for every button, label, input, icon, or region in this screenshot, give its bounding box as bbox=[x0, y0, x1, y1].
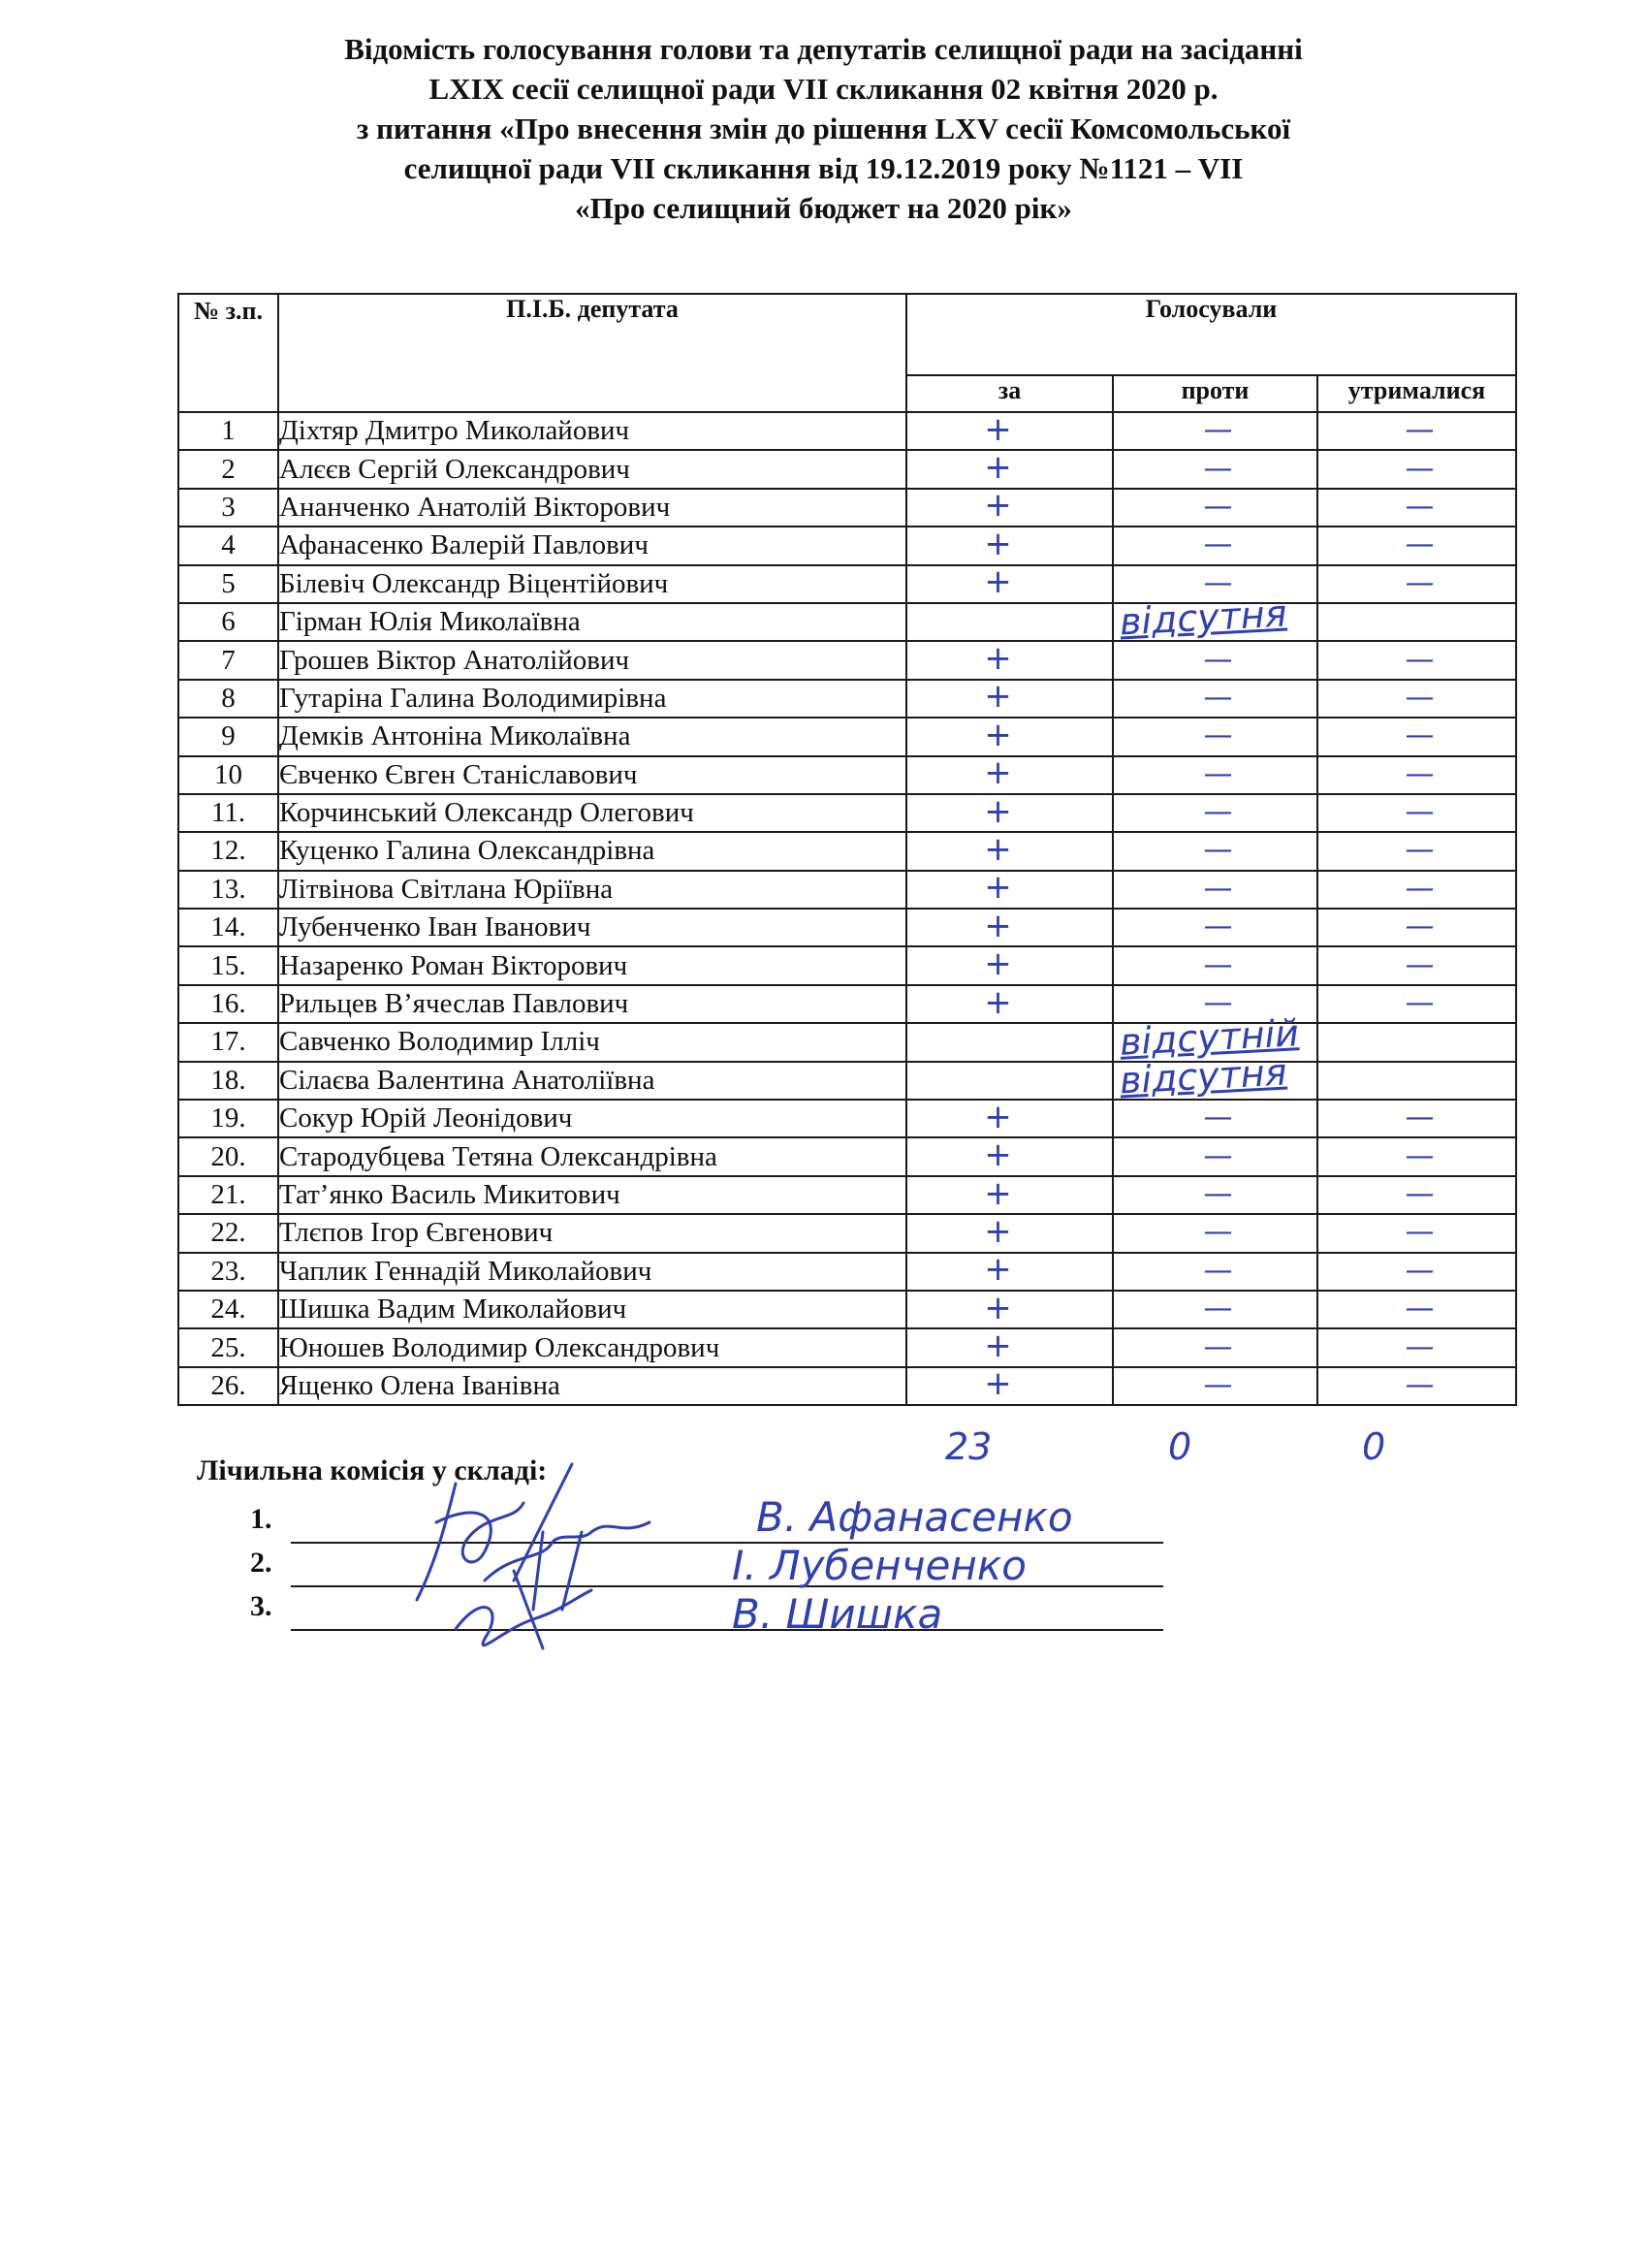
dash-mark: — bbox=[1405, 489, 1429, 524]
header-line-1: Відомість голосування голови та депутатів селищної ради на засіданні bbox=[344, 32, 1303, 66]
table-row bbox=[178, 1214, 1516, 1252]
dash-mark: — bbox=[1405, 910, 1429, 944]
dash-mark: — bbox=[1405, 795, 1429, 830]
table-row bbox=[178, 1328, 1516, 1366]
deputy-name: Літвінова Світлана Юріївна bbox=[278, 871, 906, 909]
row-number: 19. bbox=[178, 1100, 278, 1137]
voting-table bbox=[177, 293, 1517, 1406]
deputy-name: Савченко Володимир Ілліч bbox=[278, 1023, 906, 1061]
deputy-name: Сокур Юрій Леонідович bbox=[278, 1100, 906, 1137]
table-row bbox=[178, 985, 1516, 1023]
vote-for-cell bbox=[906, 791, 1113, 832]
vote-against-cell bbox=[1113, 871, 1317, 909]
vote-for-cell bbox=[906, 1173, 1113, 1214]
commission-member-name: В. Афанасенко bbox=[756, 1493, 1073, 1541]
plus-mark: + bbox=[984, 982, 1012, 1022]
vote-against-cell bbox=[1113, 1050, 1317, 1102]
row-number: 18. bbox=[178, 1062, 278, 1100]
vote-for-cell bbox=[906, 450, 1113, 488]
vote-for-cell bbox=[906, 409, 1113, 450]
table-row bbox=[178, 565, 1516, 603]
vote-against-cell bbox=[1113, 412, 1317, 450]
vote-for-cell bbox=[906, 641, 1113, 679]
table-row bbox=[178, 756, 1516, 794]
handwritten-signatures bbox=[397, 1445, 717, 1668]
plus-mark: + bbox=[984, 677, 1012, 717]
column-header-abstained: утрималися bbox=[1317, 375, 1516, 412]
vote-against-cell bbox=[1113, 794, 1317, 832]
dash-mark: — bbox=[1203, 871, 1227, 906]
plus-mark: + bbox=[984, 562, 1012, 602]
dash-mark: — bbox=[1203, 527, 1227, 562]
table-row bbox=[178, 909, 1516, 946]
deputy-name: Стародубцева Тетяна Олександрівна bbox=[278, 1137, 906, 1175]
column-header-name: П.І.Б. депутата bbox=[278, 294, 906, 412]
table-row bbox=[178, 489, 1516, 527]
vote-abstained-cell bbox=[1317, 641, 1516, 679]
absent-note: відсутній bbox=[1118, 1011, 1300, 1065]
vote-for-cell bbox=[906, 1364, 1113, 1405]
table-row bbox=[178, 1367, 1516, 1405]
vote-abstained-cell bbox=[1317, 680, 1516, 718]
table-row bbox=[178, 1291, 1516, 1328]
column-header-against: проти bbox=[1113, 375, 1317, 412]
dash-mark: — bbox=[1203, 1101, 1227, 1135]
dash-mark: — bbox=[1203, 910, 1227, 944]
deputy-name: Шишка Вадим Миколайович bbox=[278, 1291, 906, 1328]
table-row bbox=[178, 412, 1516, 450]
dash-mark: — bbox=[1203, 1215, 1227, 1250]
vote-for-cell bbox=[906, 1250, 1113, 1291]
vote-abstained-cell bbox=[1317, 603, 1516, 641]
header-line-3: з питання «Про внесення змін до рішення LXV сесії Комсомольської bbox=[356, 112, 1291, 145]
vote-abstained-cell bbox=[1317, 412, 1516, 450]
table-row bbox=[178, 603, 1516, 641]
document-header bbox=[0, 29, 1647, 228]
vote-against-cell bbox=[1113, 591, 1317, 644]
commission-item-number: 1. bbox=[250, 1503, 272, 1535]
row-number: 7 bbox=[178, 641, 278, 679]
dash-mark: — bbox=[1203, 489, 1227, 524]
deputy-name: Сілаєва Валентина Анатоліївна bbox=[278, 1062, 906, 1100]
plus-mark: + bbox=[984, 1135, 1012, 1175]
vote-against-cell bbox=[1113, 946, 1317, 984]
vote-abstained-cell bbox=[1317, 1062, 1516, 1100]
plus-mark: + bbox=[984, 1288, 1012, 1327]
row-number: 16. bbox=[178, 985, 278, 1023]
row-number: 6 bbox=[178, 603, 278, 641]
deputy-name: Куценко Галина Олександрівна bbox=[278, 832, 906, 870]
deputy-name: Ященко Олена Іванівна bbox=[278, 1367, 906, 1405]
plus-mark: + bbox=[984, 753, 1012, 793]
row-number: 9 bbox=[178, 718, 278, 755]
deputy-name: Грошев Віктор Анатолійович bbox=[278, 641, 906, 679]
deputy-name: Чаплик Геннадій Миколайович bbox=[278, 1253, 906, 1291]
table-row bbox=[178, 641, 1516, 679]
dash-mark: — bbox=[1405, 451, 1429, 486]
vote-against-cell bbox=[1113, 756, 1317, 794]
column-header-voted: Голосували bbox=[906, 294, 1516, 375]
dash-mark: — bbox=[1405, 527, 1429, 562]
vote-for-cell bbox=[906, 1137, 1113, 1175]
header-line-5: «Про селищний бюджет на 2020 рік» bbox=[575, 191, 1072, 225]
vote-for-cell bbox=[906, 868, 1113, 909]
vote-abstained-cell bbox=[1317, 871, 1516, 909]
deputy-name: Євченко Євген Станіславович bbox=[278, 756, 906, 794]
vote-for-cell bbox=[906, 1328, 1113, 1366]
plus-mark: + bbox=[984, 1364, 1012, 1404]
deputy-name: Тлєпов Ігор Євгенович bbox=[278, 1214, 906, 1252]
dash-mark: — bbox=[1203, 413, 1227, 448]
vote-abstained-cell bbox=[1317, 756, 1516, 794]
vote-abstained-cell bbox=[1317, 489, 1516, 527]
vote-abstained-cell bbox=[1317, 565, 1516, 603]
plus-mark: + bbox=[984, 829, 1012, 869]
vote-abstained-cell bbox=[1317, 1100, 1516, 1137]
vote-abstained-cell bbox=[1317, 1176, 1516, 1214]
deputy-name: Назаренко Роман Вікторович bbox=[278, 946, 906, 984]
vote-abstained-cell bbox=[1317, 832, 1516, 870]
plus-mark: + bbox=[984, 1250, 1012, 1290]
plus-mark: + bbox=[984, 868, 1012, 908]
dash-mark: — bbox=[1405, 1101, 1429, 1135]
dash-mark: — bbox=[1405, 642, 1429, 677]
row-number: 25. bbox=[178, 1328, 278, 1366]
total-for: 23 bbox=[945, 1425, 993, 1468]
vote-abstained-cell bbox=[1317, 527, 1516, 564]
row-number: 24. bbox=[178, 1291, 278, 1328]
commission-member-name: В. Шишка bbox=[732, 1590, 943, 1638]
vote-for-cell bbox=[906, 1288, 1113, 1328]
vote-abstained-cell bbox=[1317, 1291, 1516, 1328]
row-number: 26. bbox=[178, 1367, 278, 1405]
dash-mark: — bbox=[1203, 1292, 1227, 1326]
vote-for-cell bbox=[906, 524, 1113, 564]
plus-mark: + bbox=[984, 715, 1012, 754]
dash-mark: — bbox=[1203, 1253, 1227, 1288]
table-row bbox=[178, 871, 1516, 909]
vote-for-cell bbox=[906, 906, 1113, 946]
vote-for-cell bbox=[906, 1211, 1113, 1252]
vote-for-cell bbox=[906, 677, 1113, 718]
row-number: 1 bbox=[178, 412, 278, 450]
row-number: 2 bbox=[178, 450, 278, 488]
dash-mark: — bbox=[1203, 565, 1227, 600]
row-number: 8 bbox=[178, 680, 278, 718]
dash-mark: — bbox=[1405, 833, 1429, 868]
plus-mark: + bbox=[984, 409, 1012, 449]
table-row bbox=[178, 794, 1516, 832]
dash-mark: — bbox=[1203, 795, 1227, 830]
row-number: 5 bbox=[178, 565, 278, 603]
plus-mark: + bbox=[984, 448, 1012, 488]
absent-note: відсутня bbox=[1118, 1050, 1288, 1102]
commission-member-name: І. Лубенченко bbox=[732, 1542, 1027, 1589]
vote-abstained-cell bbox=[1317, 450, 1516, 488]
plus-mark: + bbox=[984, 1173, 1012, 1213]
dash-mark: — bbox=[1405, 1253, 1429, 1288]
table-row bbox=[178, 946, 1516, 984]
vote-against-cell bbox=[1113, 489, 1317, 527]
plus-mark: + bbox=[984, 1097, 1012, 1136]
table-row bbox=[178, 527, 1516, 564]
row-number: 10 bbox=[178, 756, 278, 794]
plus-mark: + bbox=[984, 639, 1012, 679]
dash-mark: — bbox=[1203, 642, 1227, 677]
vote-abstained-cell bbox=[1317, 794, 1516, 832]
vote-against-cell bbox=[1113, 680, 1317, 718]
dash-mark: — bbox=[1405, 565, 1429, 600]
vote-against-cell bbox=[1113, 641, 1317, 679]
table-row bbox=[178, 1100, 1516, 1137]
vote-against-cell bbox=[1113, 909, 1317, 946]
row-number: 14. bbox=[178, 909, 278, 946]
dash-mark: — bbox=[1203, 1367, 1227, 1402]
dash-mark: — bbox=[1203, 1138, 1227, 1173]
deputy-name: Гутаріна Галина Володимирівна bbox=[278, 680, 906, 718]
deputy-name: Тат’янко Василь Микитович bbox=[278, 1176, 906, 1214]
table-row bbox=[178, 1137, 1516, 1175]
dash-mark: — bbox=[1405, 719, 1429, 753]
plus-mark: + bbox=[984, 1326, 1012, 1366]
row-number: 13. bbox=[178, 871, 278, 909]
vote-abstained-cell bbox=[1317, 718, 1516, 755]
vote-for-cell bbox=[906, 1062, 1113, 1100]
dash-mark: — bbox=[1405, 1138, 1429, 1173]
plus-mark: + bbox=[984, 1211, 1012, 1251]
deputy-name: Білевіч Олександр Віцентійович bbox=[278, 565, 906, 603]
dash-mark: — bbox=[1405, 413, 1429, 448]
dash-mark: — bbox=[1405, 871, 1429, 906]
plus-mark: + bbox=[984, 486, 1012, 526]
table-row bbox=[178, 1023, 1516, 1061]
vote-against-cell bbox=[1113, 1253, 1317, 1291]
vote-abstained-cell bbox=[1317, 1023, 1516, 1061]
column-header-for: за bbox=[906, 375, 1113, 412]
vote-abstained-cell bbox=[1317, 1367, 1516, 1405]
table-row bbox=[178, 832, 1516, 870]
deputy-name: Гірман Юлія Миколаївна bbox=[278, 603, 906, 641]
vote-against-cell bbox=[1113, 1137, 1317, 1175]
commission-label: Лічильна комісія у складі: bbox=[197, 1454, 548, 1486]
vote-for-cell bbox=[906, 603, 1113, 641]
dash-mark: — bbox=[1405, 1329, 1429, 1364]
header-line-4: селищної ради VII скликання від 19.12.2019 року №1121 – VII bbox=[403, 151, 1244, 185]
plus-mark: + bbox=[984, 906, 1012, 945]
vote-abstained-cell bbox=[1317, 1214, 1516, 1252]
deputy-name: Діхтяр Дмитро Миколайович bbox=[278, 412, 906, 450]
vote-for-cell bbox=[906, 1097, 1113, 1137]
dash-mark: — bbox=[1405, 947, 1429, 982]
dash-mark: — bbox=[1405, 1292, 1429, 1326]
vote-against-cell bbox=[1113, 718, 1317, 755]
dash-mark: — bbox=[1405, 756, 1429, 791]
vote-for-cell bbox=[906, 829, 1113, 870]
dash-mark: — bbox=[1203, 451, 1227, 486]
dash-mark: — bbox=[1203, 756, 1227, 791]
row-number: 11. bbox=[178, 794, 278, 832]
deputy-name: Ананченко Анатолій Вікторович bbox=[278, 489, 906, 527]
deputy-name: Алєєв Сергій Олександрович bbox=[278, 450, 906, 488]
vote-for-cell bbox=[906, 486, 1113, 527]
plus-mark: + bbox=[984, 791, 1012, 831]
table-row bbox=[178, 718, 1516, 755]
dash-mark: — bbox=[1405, 1215, 1429, 1250]
vote-against-cell bbox=[1113, 1100, 1317, 1137]
total-against: 0 bbox=[1168, 1425, 1192, 1468]
row-number: 4 bbox=[178, 527, 278, 564]
vote-for-cell bbox=[906, 1023, 1113, 1061]
vote-abstained-cell bbox=[1317, 909, 1516, 946]
vote-for-cell bbox=[906, 946, 1113, 984]
vote-abstained-cell bbox=[1317, 1253, 1516, 1291]
dash-mark: — bbox=[1203, 719, 1227, 753]
vote-against-cell bbox=[1113, 1367, 1317, 1405]
dash-mark: — bbox=[1405, 1367, 1429, 1402]
table-row bbox=[178, 450, 1516, 488]
row-number: 12. bbox=[178, 832, 278, 870]
dash-mark: — bbox=[1405, 986, 1429, 1021]
absent-note: відсутня bbox=[1118, 591, 1288, 644]
row-number: 3 bbox=[178, 489, 278, 527]
vote-against-cell bbox=[1113, 1328, 1317, 1366]
vote-against-cell bbox=[1113, 450, 1317, 488]
deputy-name: Лубенченко Іван Іванович bbox=[278, 909, 906, 946]
header-line-2: LXIX сесії селищної ради VII скликання 02 квітня 2020 р. bbox=[428, 72, 1219, 106]
deputy-name: Демків Антоніна Миколаївна bbox=[278, 718, 906, 755]
vote-for-cell bbox=[906, 562, 1113, 603]
row-number: 15. bbox=[178, 946, 278, 984]
vote-abstained-cell bbox=[1317, 1328, 1516, 1366]
dash-mark: — bbox=[1203, 947, 1227, 982]
dash-mark: — bbox=[1203, 680, 1227, 715]
plus-mark: + bbox=[984, 944, 1012, 984]
vote-against-cell bbox=[1113, 1214, 1317, 1252]
dash-mark: — bbox=[1203, 986, 1227, 1021]
row-number: 23. bbox=[178, 1253, 278, 1291]
vote-abstained-cell bbox=[1317, 1137, 1516, 1175]
table-row bbox=[178, 1176, 1516, 1214]
vote-against-cell bbox=[1113, 527, 1317, 564]
commission-item-number: 2. bbox=[250, 1547, 272, 1579]
deputy-name: Афанасенко Валерій Павлович bbox=[278, 527, 906, 564]
row-number: 20. bbox=[178, 1137, 278, 1175]
vote-abstained-cell bbox=[1317, 946, 1516, 984]
dash-mark: — bbox=[1203, 1177, 1227, 1211]
commission-item-number: 3. bbox=[250, 1590, 272, 1622]
dash-mark: — bbox=[1405, 1177, 1429, 1211]
column-header-number: № з.п. bbox=[178, 294, 278, 412]
row-number: 21. bbox=[178, 1176, 278, 1214]
total-abstained: 0 bbox=[1362, 1425, 1386, 1468]
plus-mark: + bbox=[984, 524, 1012, 563]
table-row bbox=[178, 680, 1516, 718]
deputy-name: Корчинський Олександр Олегович bbox=[278, 794, 906, 832]
vote-for-cell bbox=[906, 753, 1113, 794]
row-number: 17. bbox=[178, 1023, 278, 1061]
row-number: 22. bbox=[178, 1214, 278, 1252]
table-row bbox=[178, 1062, 1516, 1100]
vote-for-cell bbox=[906, 715, 1113, 755]
deputy-name: Юношев Володимир Олександрович bbox=[278, 1328, 906, 1366]
table-row bbox=[178, 1253, 1516, 1291]
vote-abstained-cell bbox=[1317, 985, 1516, 1023]
vote-against-cell bbox=[1113, 832, 1317, 870]
dash-mark: — bbox=[1203, 833, 1227, 868]
vote-for-cell bbox=[906, 982, 1113, 1023]
vote-against-cell bbox=[1113, 1291, 1317, 1328]
dash-mark: — bbox=[1405, 680, 1429, 715]
dash-mark: — bbox=[1203, 1329, 1227, 1364]
deputy-name: Рильцев В’ячеслав Павлович bbox=[278, 985, 906, 1023]
vote-against-cell bbox=[1113, 1176, 1317, 1214]
